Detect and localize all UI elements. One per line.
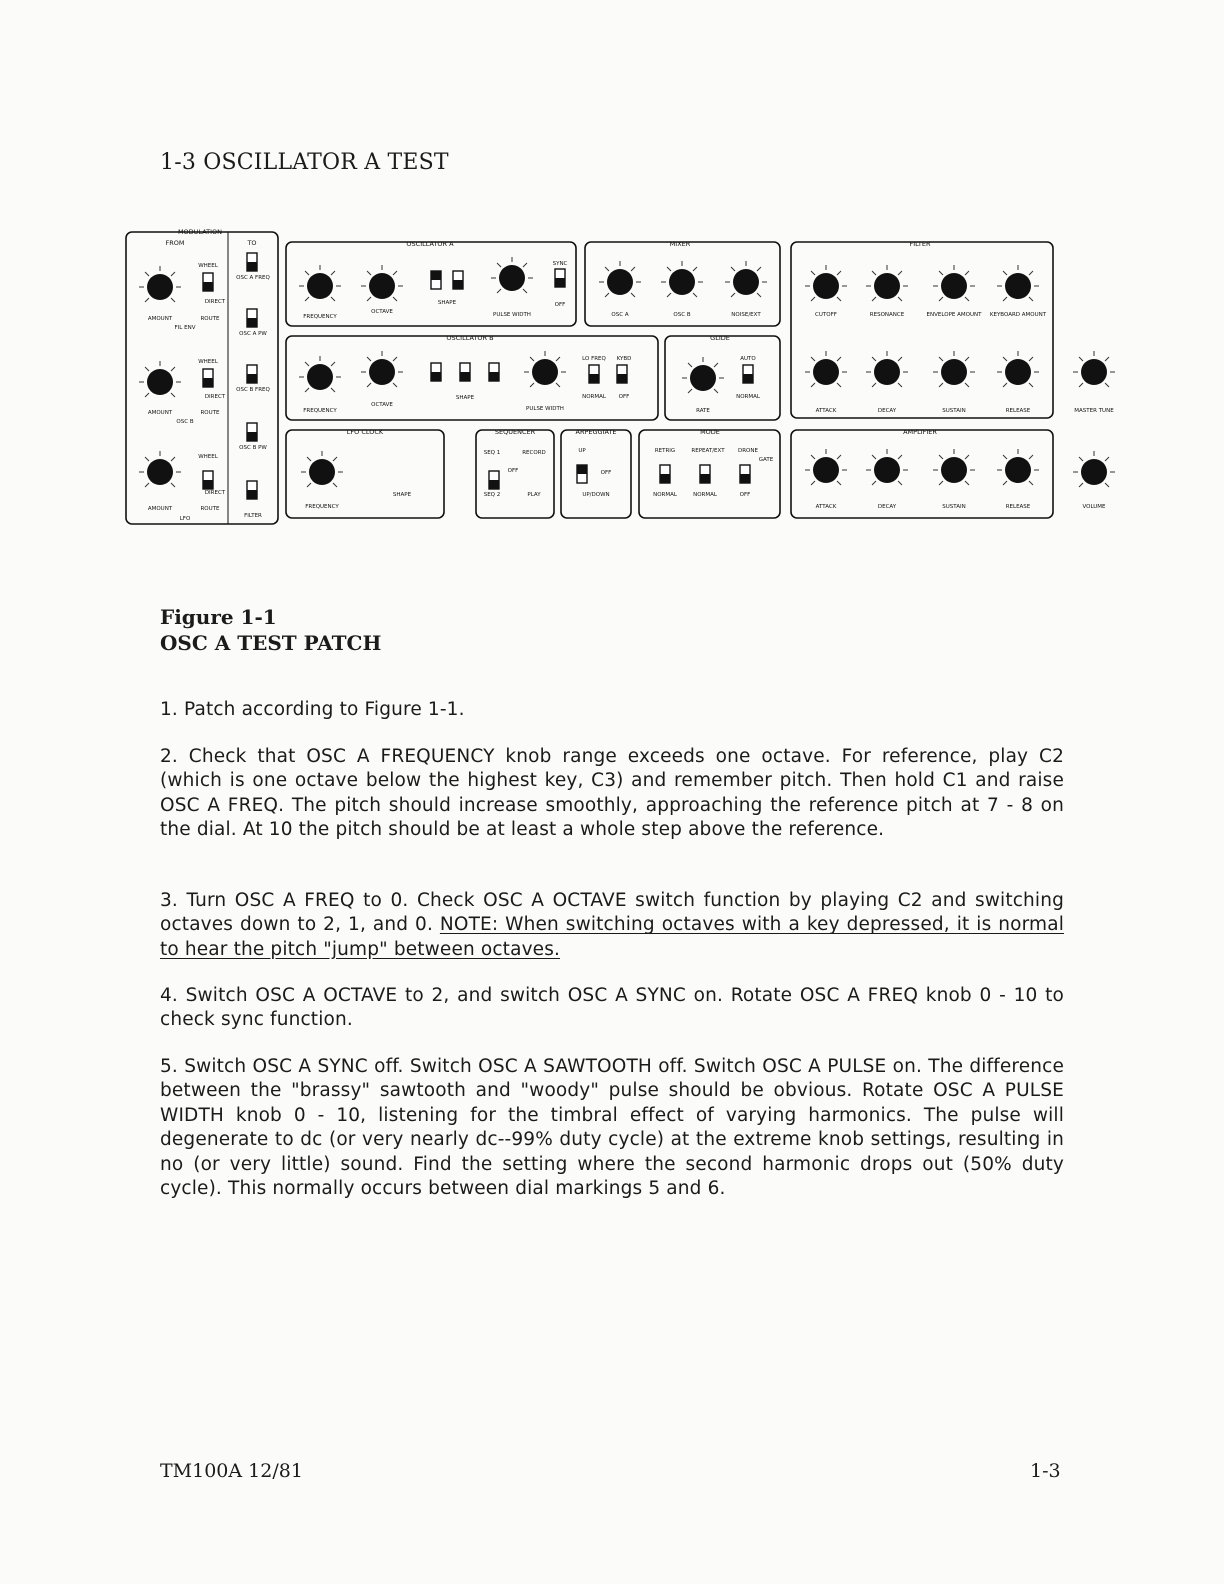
- figure-label: Figure 1-1: [160, 605, 277, 629]
- footer-document-code: TM100A 12/81: [160, 1460, 303, 1482]
- figure-title: OSC A TEST PATCH: [160, 631, 382, 655]
- svg-text:SEQ 1: SEQ 1: [483, 450, 501, 456]
- svg-text:OFF: OFF: [554, 302, 566, 308]
- svg-text:GATE: GATE: [758, 457, 774, 463]
- svg-text:OFF: OFF: [618, 394, 630, 400]
- sequencer-title: SEQUENCER: [494, 428, 536, 436]
- lfo-clock-title: LFO CLOCK: [346, 428, 384, 436]
- step-3-note: NOTE: When switching octaves with a key depressed, it is normal to hear the pitch "jump" between octaves.: [160, 914, 1064, 960]
- svg-text:OCTAVE: OCTAVE: [371, 309, 393, 315]
- svg-text:PULSE WIDTH: PULSE WIDTH: [493, 312, 531, 318]
- svg-text:UP: UP: [578, 448, 586, 454]
- figure-caption: [160, 604, 381, 656]
- footer-page-number: 1-3: [1030, 1460, 1061, 1482]
- svg-text:REPEAT/EXT: REPEAT/EXT: [691, 448, 725, 454]
- svg-text:LFO: LFO: [179, 516, 191, 522]
- svg-text:OSC B PW: OSC B PW: [239, 445, 267, 451]
- step-4: 4. Switch OSC A OCTAVE to 2, and switch OSC A SYNC on. Rotate OSC A FREQ knob 0 - 10 to check sync function.: [160, 985, 1064, 1031]
- svg-text:UP/DOWN: UP/DOWN: [582, 492, 610, 498]
- arpeggiate-title: ARPEGGIATE: [575, 428, 617, 436]
- svg-text:MASTER TUNE: MASTER TUNE: [1074, 408, 1114, 414]
- svg-text:CUTOFF: CUTOFF: [815, 312, 837, 318]
- svg-text:NORMAL: NORMAL: [693, 492, 717, 498]
- svg-text:OFF: OFF: [600, 470, 612, 476]
- svg-text:FIL ENV: FIL ENV: [174, 325, 196, 331]
- svg-text:FREQUENCY: FREQUENCY: [305, 504, 339, 510]
- svg-text:DIRECT: DIRECT: [204, 490, 226, 496]
- modulation-title: MODULATION: [177, 228, 223, 236]
- svg-text:OSC B FREQ: OSC B FREQ: [236, 387, 270, 393]
- svg-text:AUTO: AUTO: [740, 356, 756, 362]
- svg-text:NORMAL: NORMAL: [653, 492, 677, 498]
- svg-text:NORMAL: NORMAL: [582, 394, 606, 400]
- svg-text:LO FREQ: LO FREQ: [582, 356, 606, 362]
- svg-text:PLAY: PLAY: [527, 492, 541, 498]
- svg-text:ROUTE: ROUTE: [200, 506, 220, 512]
- svg-text:WHEEL: WHEEL: [198, 359, 218, 365]
- filter-title: FILTER: [909, 240, 931, 248]
- svg-text:RELEASE: RELEASE: [1005, 504, 1031, 510]
- svg-text:RELEASE: RELEASE: [1005, 408, 1031, 414]
- svg-text:SHAPE: SHAPE: [392, 492, 412, 498]
- amplifier-title: AMPLIFIER: [903, 428, 937, 436]
- svg-text:OSC A PW: OSC A PW: [239, 331, 267, 337]
- svg-text:AMOUNT: AMOUNT: [147, 410, 173, 416]
- svg-text:WHEEL: WHEEL: [198, 263, 218, 269]
- step-3: [160, 889, 1064, 962]
- svg-text:VOLUME: VOLUME: [1082, 504, 1106, 510]
- svg-text:RECORD: RECORD: [522, 450, 546, 456]
- svg-text:FREQUENCY: FREQUENCY: [303, 408, 337, 414]
- svg-text:ROUTE: ROUTE: [200, 410, 220, 416]
- svg-text:FILTER: FILTER: [244, 513, 262, 519]
- svg-text:NOISE/EXT: NOISE/EXT: [731, 312, 761, 318]
- svg-text:PULSE WIDTH: PULSE WIDTH: [526, 406, 564, 412]
- svg-text:DRONE: DRONE: [738, 448, 758, 454]
- svg-text:OFF: OFF: [739, 492, 751, 498]
- svg-text:FROM: FROM: [165, 239, 185, 247]
- glide-title: GLIDE: [710, 334, 730, 342]
- step-2: 2. Check that OSC A FREQUENCY knob range exceeds one octave. For reference, play C2 (which is one octave below the highest key, C3) and remember pitch. Then hold C1 and raise OSC A FREQ. The pitch should increase smoothly, approaching the reference pitch at 7 - 8 on the dial. At 10 the pitch should be at least a whole step above the reference.: [160, 746, 1064, 841]
- svg-text:RESONANCE: RESONANCE: [869, 312, 905, 318]
- svg-text:OFF: OFF: [507, 468, 519, 474]
- svg-text:RATE: RATE: [696, 408, 710, 414]
- svg-text:DIRECT: DIRECT: [204, 394, 226, 400]
- svg-text:WHEEL: WHEEL: [198, 454, 218, 460]
- oscillator-a-title: OSCILLATOR A: [406, 240, 454, 248]
- svg-text:OCTAVE: OCTAVE: [371, 402, 393, 408]
- svg-text:AMOUNT: AMOUNT: [147, 316, 173, 322]
- step-1: 1. Patch according to Figure 1-1.: [160, 699, 465, 720]
- patch-panel-diagram: [120, 222, 1130, 534]
- svg-text:NORMAL: NORMAL: [736, 394, 760, 400]
- step-3-text: 3. Turn OSC A FREQ to 0. Check OSC A OCTAVE switch function by playing C2 and switching octaves down to 2, 1, and 0.: [160, 890, 1064, 936]
- svg-text:ENVELOPE AMOUNT: ENVELOPE AMOUNT: [926, 312, 982, 318]
- mixer-title: MIXER: [669, 240, 691, 248]
- oscillator-b-title: OSCILLATOR B: [446, 334, 494, 342]
- svg-text:SHAPE: SHAPE: [437, 300, 457, 306]
- svg-text:OSC B: OSC B: [176, 419, 194, 425]
- svg-text:DIRECT: DIRECT: [204, 299, 226, 305]
- svg-text:OSC A FREQ: OSC A FREQ: [236, 275, 270, 281]
- svg-text:KYBD: KYBD: [616, 356, 632, 362]
- svg-text:OSC A: OSC A: [611, 312, 629, 318]
- svg-text:ATTACK: ATTACK: [815, 408, 837, 414]
- svg-text:ATTACK: ATTACK: [815, 504, 837, 510]
- mode-title: MODE: [700, 428, 720, 436]
- svg-text:AMOUNT: AMOUNT: [147, 506, 173, 512]
- svg-text:KEYBOARD AMOUNT: KEYBOARD AMOUNT: [989, 312, 1047, 318]
- svg-text:RETRIG: RETRIG: [654, 448, 676, 454]
- svg-text:SUSTAIN: SUSTAIN: [942, 504, 966, 510]
- section-heading: 1-3 OSCILLATOR A TEST: [160, 150, 449, 175]
- svg-text:ROUTE: ROUTE: [200, 316, 220, 322]
- svg-text:DECAY: DECAY: [877, 408, 897, 414]
- svg-text:DECAY: DECAY: [877, 504, 897, 510]
- svg-text:SYNC: SYNC: [552, 261, 568, 267]
- svg-text:SEQ 2: SEQ 2: [483, 492, 501, 498]
- svg-text:OSC B: OSC B: [673, 312, 691, 318]
- svg-text:TO: TO: [247, 239, 257, 247]
- step-5: 5. Switch OSC A SYNC off. Switch OSC A SAWTOOTH off. Switch OSC A PULSE on. The difference between the "brassy" sawtooth and "woody" pulse should be obvious. Rotate OSC A PULSE WIDTH knob 0 - 10, listening for the timbral effect of varying harmonics. The pulse will degenerate to dc (or very nearly dc--99% duty cycle) at the extreme knob settings, resulting in no (or very little) sound. Find the setting where the second harmonic drops out (50% duty cycle). This normally occurs between dial markings 5 and 6.: [160, 1056, 1064, 1200]
- svg-text:SUSTAIN: SUSTAIN: [942, 408, 966, 414]
- svg-text:SHAPE: SHAPE: [455, 395, 475, 401]
- svg-text:FREQUENCY: FREQUENCY: [303, 314, 337, 320]
